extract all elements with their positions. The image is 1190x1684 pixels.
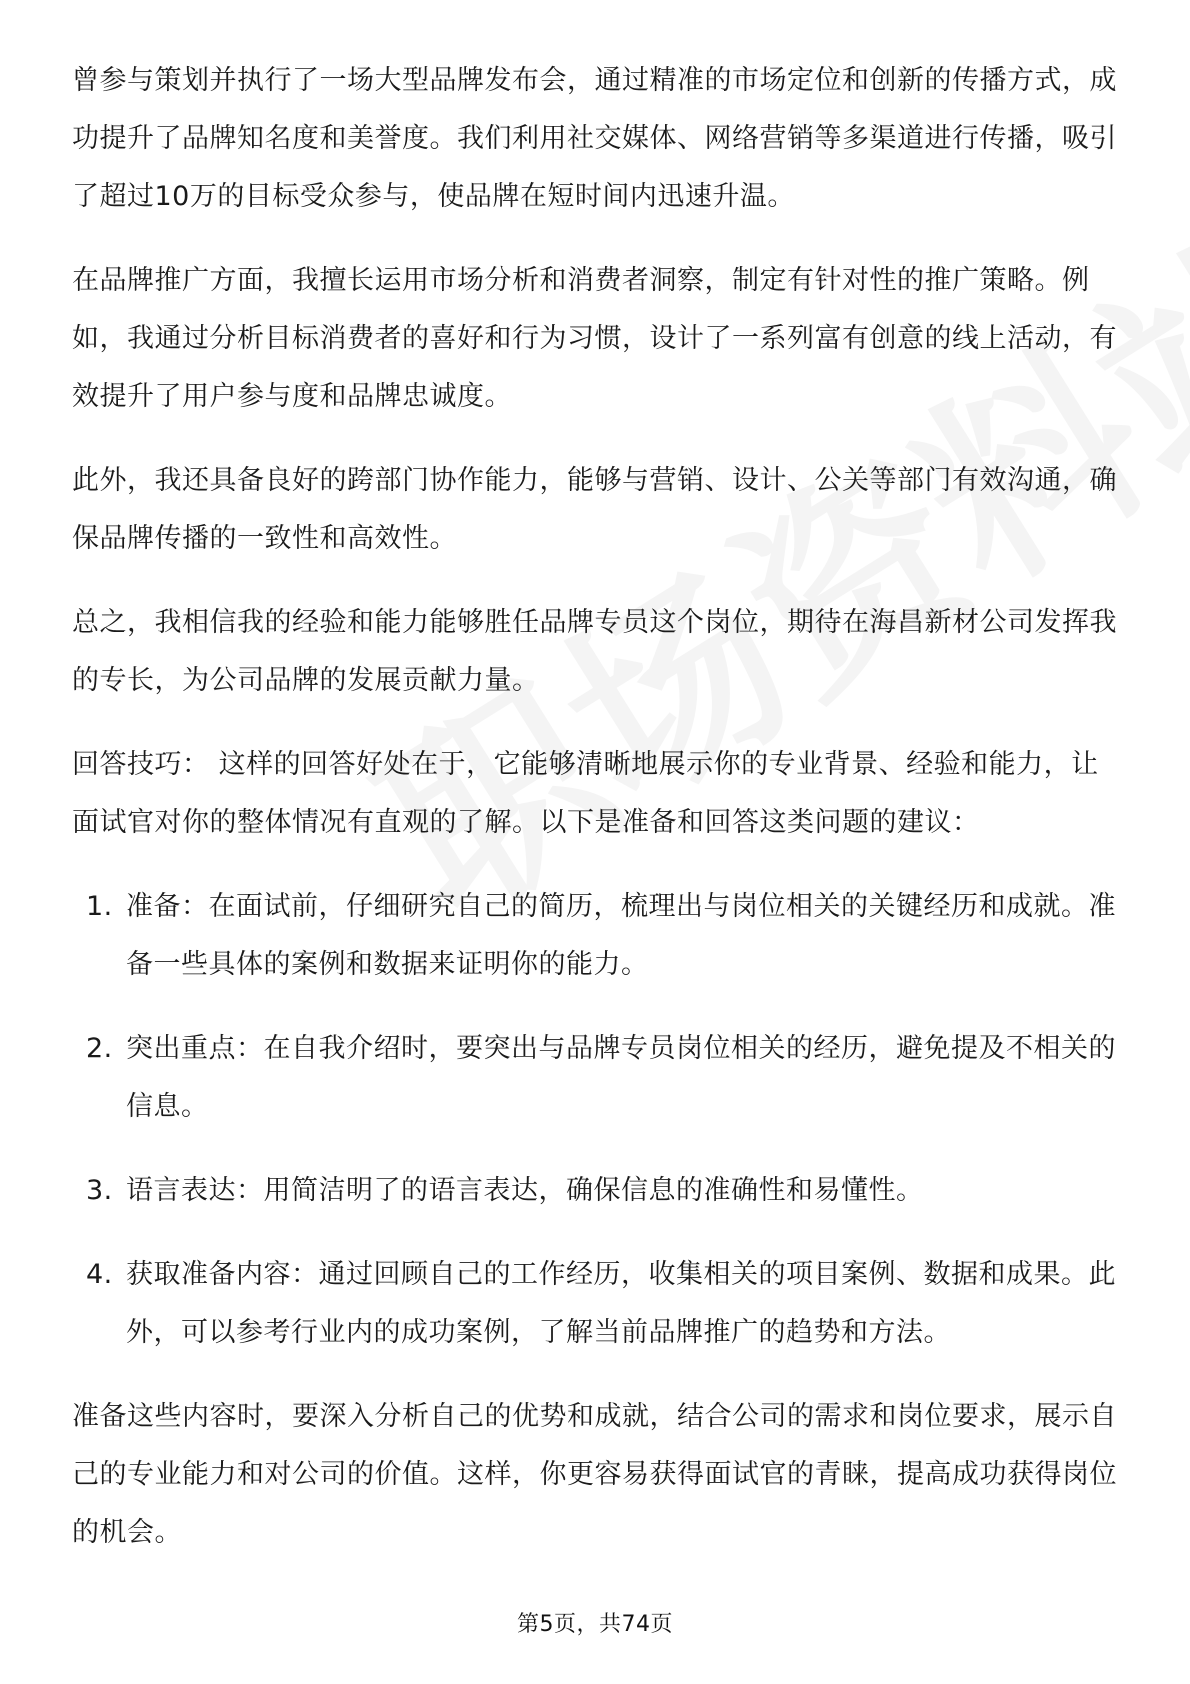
paragraph-collaboration: 此外，我还具备良好的跨部门协作能力，能够与营销、设计、公关等部门有效沟通，确保品牌传播的一致性和高效性。 — [72, 465, 1117, 554]
list-item — [72, 1162, 1122, 1220]
list-item-text: 获取准备内容：通过回顾自己的工作经历，收集相关的项目案例、数据和成果。此外，可以参考行业内的成功案例，了解当前品牌推广的趋势和方法。 — [126, 1259, 1116, 1348]
list-item — [72, 1246, 1122, 1362]
page-number-footer: 第5页，共74页 — [517, 1612, 673, 1637]
list-number: 4. — [86, 1259, 113, 1290]
list-number: 3. — [86, 1175, 113, 1206]
paragraph-conclusion: 总之，我相信我的经验和能力能够胜任品牌专员这个岗位，期待在海昌新材公司发挥我的专长，为公司品牌的发展贡献力量。 — [72, 607, 1117, 696]
suggestion-list — [72, 878, 1122, 1362]
list-item-text: 突出重点：在自我介绍时，要突出与品牌专员岗位相关的经历，避免提及不相关的信息。 — [126, 1033, 1116, 1122]
list-item-text: 准备：在面试前，仔细研究自己的简历，梳理出与岗位相关的关键经历和成就。准备一些具体的案例和数据来证明你的能力。 — [126, 891, 1116, 980]
list-number: 1. — [86, 891, 113, 922]
list-item — [72, 1020, 1122, 1136]
paragraph-preparation: 准备这些内容时，要深入分析自己的优势和成就，结合公司的需求和岗位要求，展示自己的专业能力和对公司的价值。这样，你更容易获得面试官的青睐，提高成功获得岗位的机会。 — [72, 1401, 1117, 1548]
paragraph-brand-launch: 曾参与策划并执行了一场大型品牌发布会，通过精准的市场定位和创新的传播方式，成功提升了品牌知名度和美誉度。我们利用社交媒体、网络营销等多渠道进行传播，吸引了超过10万的目标受众参与，使品牌在短时间内迅速升温。 — [72, 65, 1117, 212]
list-number: 2. — [86, 1033, 113, 1064]
list-item — [72, 878, 1122, 994]
paragraph-brand-promotion: 在品牌推广方面，我擅长运用市场分析和消费者洞察，制定有针对性的推广策略。例如，我通过分析目标消费者的喜好和行为习惯，设计了一系列富有创意的线上活动，有效提升了用户参与度和品牌忠诚度。 — [72, 265, 1117, 412]
paragraph-answer-tips: 回答技巧： 这样的回答好处在于，它能够清晰地展示你的专业背景、经验和能力，让面试官对你的整体情况有直观的了解。以下是准备和回答这类问题的建议： — [72, 749, 1099, 838]
page-content — [72, 52, 1122, 1588]
list-item-text: 语言表达：用简洁明了的语言表达，确保信息的准确性和易懂性。 — [126, 1175, 924, 1206]
